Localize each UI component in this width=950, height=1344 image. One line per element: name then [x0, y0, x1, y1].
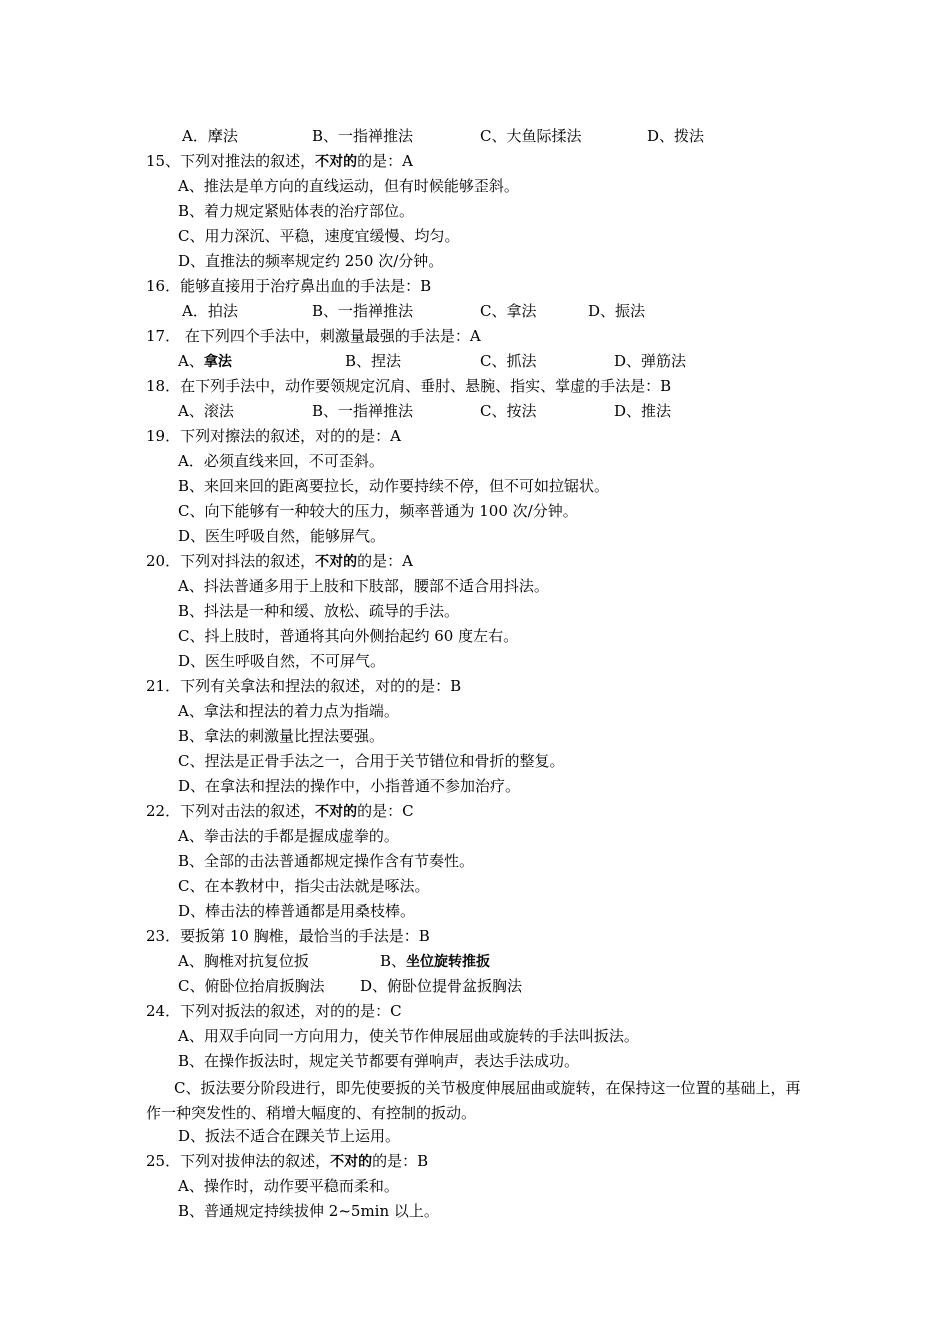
answer-option-line	[178, 876, 429, 896]
question-line	[146, 1001, 402, 1021]
answer-text: A、推法是单方向的直线运动，但有时候能够歪斜。	[178, 177, 519, 195]
answer-option-line	[178, 1126, 400, 1146]
answer-text: A、操作时，动作要平稳而柔和。	[178, 1177, 399, 1195]
question-text: 22．下列对击法的叙述，	[146, 802, 316, 820]
question-line	[146, 551, 413, 571]
answer-option-line	[178, 226, 459, 246]
option-choice: C、拿法	[480, 302, 537, 320]
answer-option-line	[178, 451, 384, 471]
answer-text: D、医生呼吸自然，不可屏气。	[178, 652, 386, 670]
question-text: 24．下列对扳法的叙述，对的的是：C	[146, 1002, 402, 1020]
answer-text: B、来回来回的距离要拉长，动作要持续不停，但不可如拉锯状。	[178, 477, 610, 495]
option-choice: A、滚法	[178, 402, 234, 420]
option-choice: B、坐位旋转推扳	[380, 952, 491, 970]
question-text: 18．在下列手法中，动作要领规定沉肩、垂肘、悬腕、指实、掌虚的手法是：B	[146, 377, 672, 395]
answer-text: A、拳击法的手都是握成虚拳的。	[178, 827, 399, 845]
answer-text: C、在本教材中，指尖击法就是啄法。	[178, 877, 430, 895]
option-choice: C、大鱼际揉法	[480, 127, 582, 145]
option-choice: A、拿法	[178, 352, 232, 370]
answer-option-line	[178, 826, 399, 846]
answer-option-line	[178, 701, 399, 721]
answer-text: A、用双手向同一方向用力，使关节作伸展屈曲或旋转的手法叫扳法。	[178, 1027, 639, 1045]
answer-text: B、普通规定持续拔伸 2~5min 以上。	[178, 1202, 439, 1220]
question-line	[146, 1151, 428, 1171]
question-text: 16．能够直接用于治疗鼻出血的手法是：B	[146, 277, 432, 295]
question-line	[146, 326, 481, 346]
question-text: 20．下列对抖法的叙述，	[146, 552, 316, 570]
answer-option-line	[178, 176, 519, 196]
answer-text: B、拿法的刺激量比捏法要强。	[178, 727, 385, 745]
answer-option-line	[178, 626, 518, 646]
answer-text: B、在操作扳法时，规定关节都要有弹响声，表达手法成功。	[178, 1052, 580, 1070]
answer-text: B、着力规定紧贴体表的治疗部位。	[178, 202, 415, 220]
answer-option-line	[178, 501, 578, 521]
answer-option-line	[178, 901, 415, 921]
option-choice: D、推法	[614, 402, 672, 420]
answer-text: D、医生呼吸自然，能够屏气。	[178, 527, 386, 545]
question-line	[146, 801, 414, 821]
options-row	[0, 401, 950, 421]
answer-option-line	[178, 526, 385, 546]
option-choice: D、弹筋法	[614, 352, 687, 370]
answer-option-line	[178, 851, 474, 871]
question-text-tail: 的是：C	[357, 802, 414, 820]
emphasis-text: 不对的	[315, 554, 358, 570]
option-choice: C、俯卧位抬肩扳胸法	[178, 977, 325, 995]
answer-text: D、直推法的频率规定约 250 次/分钟。	[178, 252, 444, 270]
answer-option-line	[178, 251, 443, 271]
answer-text: B、全部的击法普通都规定操作含有节奏性。	[178, 852, 475, 870]
question-line	[146, 926, 430, 946]
answer-text: A、拿法和捏法的着力点为指端。	[178, 702, 399, 720]
answer-option-line	[178, 776, 520, 796]
question-text-tail: 的是：A	[357, 152, 413, 170]
answer-text: A．必须直线来回，不可歪斜。	[178, 452, 384, 470]
question-text: 25．下列对拔伸法的叙述，	[146, 1152, 331, 1170]
answer-text: C、用力深沉、平稳，速度宜缓慢、均匀。	[178, 227, 460, 245]
option-choice: B、一指禅推法	[312, 402, 414, 420]
emphasis-text: 不对的	[315, 804, 358, 820]
answer-option-line	[178, 1051, 579, 1071]
answer-option-line	[178, 651, 385, 671]
answer-text: B、抖法是一种和缓、放松、疏导的手法。	[178, 602, 460, 620]
emphasis-text: 不对的	[330, 1154, 373, 1170]
answer-option-paragraph	[146, 1076, 806, 1126]
answer-text: D、扳法不适合在踝关节上运用。	[178, 1127, 401, 1145]
question-line	[146, 151, 413, 171]
emphasis-text: 不对的	[315, 154, 358, 170]
question-line	[146, 426, 401, 446]
options-row	[0, 126, 950, 146]
options-row	[0, 301, 950, 321]
answer-option-line	[178, 201, 414, 221]
option-choice: B、一指禅推法	[312, 127, 414, 145]
answer-text: C、抖上肢时，普通将其向外侧抬起约 60 度左右。	[178, 627, 519, 645]
options-row	[0, 351, 950, 371]
answer-option-line	[178, 476, 609, 496]
question-text-tail: 的是：B	[372, 1152, 429, 1170]
options-row	[0, 951, 950, 971]
answer-option-line	[178, 726, 384, 746]
answer-option-line	[178, 1026, 639, 1046]
option-choice: B、一指禅推法	[312, 302, 414, 320]
question-text: 15、下列对推法的叙述，	[146, 152, 316, 170]
answer-text: C、捏法是正骨手法之一，合用于关节错位和骨折的整复。	[178, 752, 565, 770]
option-choice: D、俯卧位提骨盆扳胸法	[360, 977, 523, 995]
options-row	[0, 976, 950, 996]
option-choice: A、胸椎对抗复位扳	[178, 952, 309, 970]
answer-text: D、在拿法和捏法的操作中，小指普通不参加治疗。	[178, 777, 521, 795]
answer-text: D、棒击法的棒普通都是用桑枝棒。	[178, 902, 416, 920]
question-line	[146, 676, 461, 696]
answer-text: A、抖法普通多用于上肢和下肢部，腰部不适合用抖法。	[178, 577, 549, 595]
answer-option-line	[178, 1201, 439, 1221]
option-choice: A．拍法	[182, 302, 238, 320]
answer-option-line	[178, 751, 564, 771]
option-choice: D、拨法	[647, 127, 705, 145]
question-text-tail: 的是：A	[357, 552, 413, 570]
option-choice: C、按法	[480, 402, 537, 420]
answer-option-line	[178, 576, 549, 596]
question-text: 21．下列有关拿法和捏法的叙述，对的的是：B	[146, 677, 462, 695]
question-text: 23．要扳第 10 胸椎，最恰当的手法是：B	[146, 927, 430, 945]
answer-option-line	[178, 1176, 399, 1196]
answer-text: C、向下能够有一种较大的压力，频率普通为 100 次/分钟。	[178, 502, 578, 520]
question-text: 17． 在下列四个手法中，刺激量最强的手法是：A	[146, 327, 481, 345]
option-choice: B、捏法	[345, 352, 402, 370]
option-choice: D、振法	[588, 302, 646, 320]
question-line	[146, 276, 431, 296]
answer-option-line	[178, 601, 459, 621]
answer-text: C、扳法要分阶段进行，即先使要扳的关节极度伸展屈曲或旋转，在保持这一位置的基础上，再作一种突发性的、稍增大幅度的、有控制的扳动。	[146, 1079, 801, 1122]
question-text: 19．下列对擦法的叙述，对的的是：A	[146, 427, 401, 445]
option-choice: C、抓法	[480, 352, 537, 370]
option-choice: A．摩法	[182, 127, 238, 145]
question-line	[146, 376, 671, 396]
